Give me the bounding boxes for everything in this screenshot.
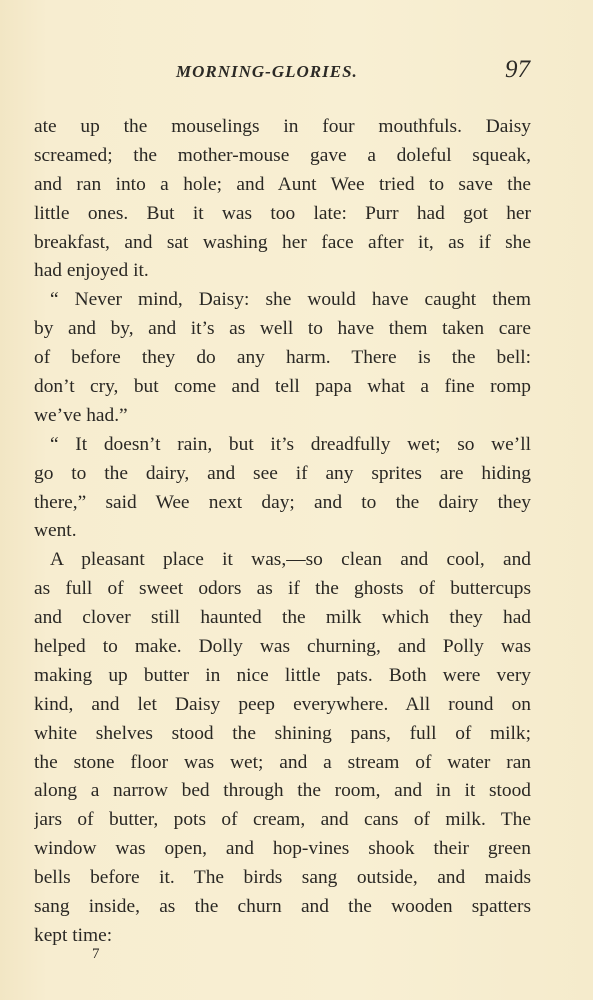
text-line: by and by, and it’s as well to have them taken care <box>34 318 531 340</box>
text-line: and clover still haunted the milk which they had <box>34 607 531 629</box>
text-line: go to the dairy, and see if any sprites are hiding <box>34 462 531 484</box>
text-line: don’t cry, but come and tell papa what a fine romp <box>34 376 531 398</box>
text-line: went. <box>34 520 77 542</box>
text-line: kept time: <box>34 924 113 946</box>
text-line: along a narrow bed through the room, and in it stood <box>34 780 531 802</box>
signature-mark: 7 <box>92 946 100 962</box>
text-line: “ Never mind, Daisy: she would have caught them <box>50 289 531 311</box>
text-line: bells before it. The birds sang outside, and maids <box>34 867 531 889</box>
text-line: and ran into a hole; and Aunt Wee tried to save the <box>34 173 531 195</box>
text-line: we’ve had.” <box>34 404 128 426</box>
text-line: “ It doesn’t rain, but it’s dreadfully wet; so we’ll <box>50 433 531 455</box>
text-line: screamed; the mother-mouse gave a doleful squeak, <box>34 144 531 166</box>
text-line: ate up the mouselings in four mouthfuls. Daisy <box>34 116 531 137</box>
text-line: jars of butter, pots of cream, and cans of milk. The <box>34 809 531 831</box>
text-line: had enjoyed it. <box>34 260 149 282</box>
text-line: of before they do any harm. There is the bell: <box>34 347 531 369</box>
text-line: kind, and let Daisy peep everywhere. All round on <box>34 693 531 715</box>
text-line: little ones. But it was too late: Purr had got her <box>34 202 531 224</box>
text-line: window was open, and hop-vines shook their green <box>34 838 531 860</box>
page-number: 97 <box>505 56 530 83</box>
text-line: A pleasant place it was,—so clean and cool, and <box>50 549 531 571</box>
text-line: the stone floor was wet; and a stream of water ran <box>34 751 531 773</box>
body-text <box>34 113 531 951</box>
text-line: making up butter in nice little pats. Both were very <box>34 664 531 686</box>
text-line: sang inside, as the churn and the wooden spatters <box>34 896 531 918</box>
text-line: there,” said Wee next day; and to the dairy they <box>34 491 531 513</box>
text-line: breakfast, and sat washing her face after it, as if she <box>34 231 531 253</box>
text-line: white shelves stood the shining pans, full of milk; <box>34 722 531 744</box>
text-line: helped to make. Dolly was churning, and Polly was <box>34 636 531 658</box>
text-line: as full of sweet odors as if the ghosts of buttercups <box>34 578 531 600</box>
running-title: MORNING-GLORIES. <box>176 62 358 81</box>
